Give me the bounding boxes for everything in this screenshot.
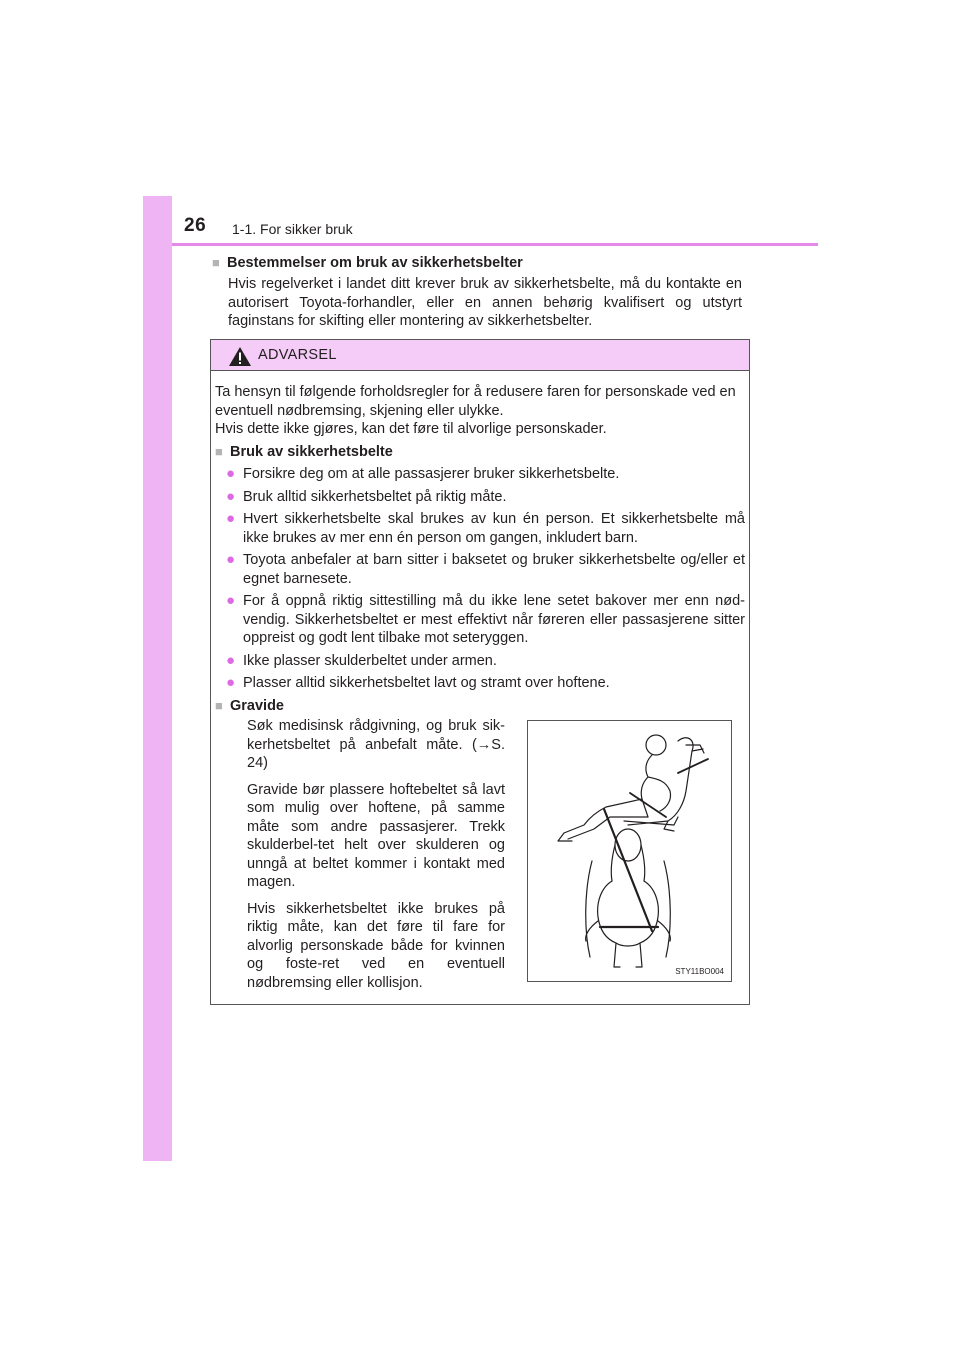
warning-header <box>211 340 749 371</box>
chapter-tab-sidebar <box>143 196 172 1161</box>
regulations-heading: ■ Bestemmelser om bruk av sikkerhetsbelter <box>212 255 523 271</box>
bullet-dot-icon: ● <box>226 465 236 482</box>
list-item: ● Hvert sikkerhetsbelte skal brukes av kun én person. Et sikkerhetsbelte må ikke brukes av mer enn én person om gangen, inkludert barn. <box>226 510 745 546</box>
list-item: ● Ikke plasser skulderbeltet under armen. <box>226 651 497 669</box>
header-divider <box>172 243 818 246</box>
pregnant-paragraph: Gravide bør plassere hoftebeltet så lavt som mulig over hoftene, på samme måte som andre passasjerer. Trekk skulderbel-tet helt over skulderen og unngå at beltet kommer i kontakt med magen. <box>247 781 505 890</box>
bullet-dot-icon: ● <box>226 487 236 505</box>
warning-box <box>210 339 750 1005</box>
regulations-paragraph: Hvis regelverket i landet ditt krever bruk av sikkerhetsbelte, må du kontakte en autorisert Toyota-forhandler, eller en annen behørig kvalifisert og utstyrt faginstans for skifting eller montering av sikkerhetsbelter. <box>228 276 742 329</box>
warning-intro: Ta hensyn til følgende forholdsregler for å redusere faren for personskade ved en eventuell nødbremsing, skjening eller ulykke. Hvis dette ikke gjøres, kan det føre til alvorlige personskader. <box>215 384 736 437</box>
seatbelt-use-heading: ■ Bruk av sikkerhetsbelte <box>215 443 393 460</box>
list-item: ● Plasser alltid sikkerhetsbeltet lavt og stramt over hoftene. <box>226 674 610 691</box>
warning-triangle-icon <box>229 347 251 366</box>
pregnant-seatbelt-illustration <box>527 720 732 982</box>
list-item: ● Bruk alltid sikkerhetsbeltet på riktig måte. <box>226 487 507 505</box>
pregnant-text <box>247 717 505 1000</box>
bullet-dot-icon: ● <box>226 510 236 527</box>
list-item: ● Forsikre deg om at alle passasjerer bruker sikkerhetsbelte. <box>226 465 620 482</box>
page-number: 26 <box>184 215 207 236</box>
warning-body <box>215 383 745 719</box>
pregnant-paragraph: Hvis sikkerhetsbeltet ikke brukes på riktig måte, kan det føre til fare for alvorlig personskade både for kvinnen og foste-ret ved en eventuell nødbremsing eller kollisjon. <box>247 900 505 991</box>
list-item: ● Toyota anbefaler at barn sitter i baksetet og bruker sikkerhetsbelte og/eller et egnet barnesete. <box>226 551 745 587</box>
bullet-dot-icon: ● <box>226 551 236 568</box>
pregnant-paragraph: Søk medisinsk rådgivning, og bruk sik-kerhetsbeltet på anbefalt måte. (→S. 24) <box>247 718 505 771</box>
bullet-dot-icon: ● <box>226 651 236 669</box>
bullet-dot-icon: ● <box>226 592 236 609</box>
seatbelt-illustration-drawing <box>528 721 731 981</box>
square-bullet-icon: ■ <box>212 255 220 270</box>
warning-title: ADVARSEL <box>258 347 337 363</box>
square-bullet-icon: ■ <box>215 443 223 459</box>
section-title: 1-1. For sikker bruk <box>232 221 353 237</box>
list-item: ● For å oppnå riktig sittestilling må du ikke lene setet bakover mer enn nød-vendig. Sikkerhetsbeltet er mest effektivt når føreren eller passasjerene sitter oppreist og godt lent tilbake mot seteryggen. <box>226 592 745 646</box>
square-bullet-icon: ■ <box>215 697 223 713</box>
figure-code: STY11BO004 <box>675 967 724 976</box>
bullet-dot-icon: ● <box>226 674 236 691</box>
pregnant-heading: ■ Gravide <box>215 697 284 714</box>
